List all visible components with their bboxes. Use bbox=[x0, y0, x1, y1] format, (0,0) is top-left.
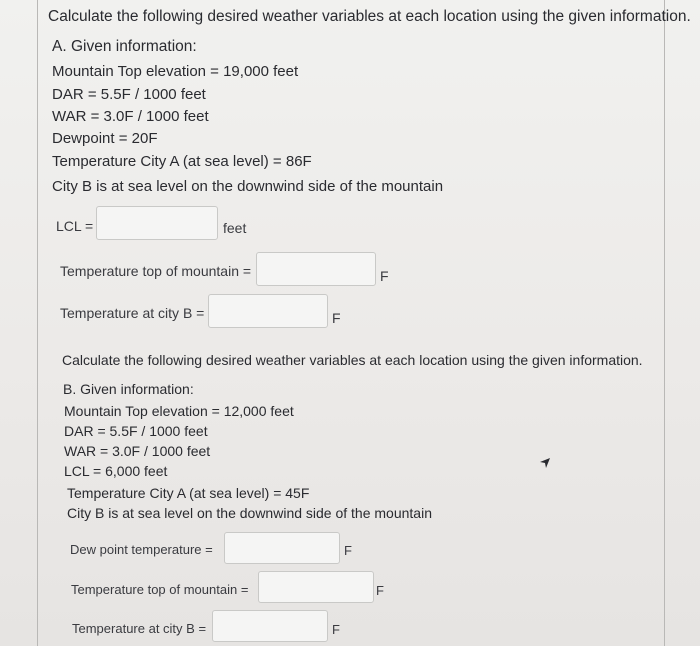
lcl-answer-field[interactable] bbox=[97, 207, 217, 239]
temp-top-mountain-label: Temperature top of mountain = bbox=[60, 263, 252, 279]
temp-top-mountain-unit: F bbox=[380, 268, 389, 284]
dew-point-input[interactable] bbox=[224, 532, 340, 564]
lcl-unit: feet bbox=[223, 220, 247, 236]
part-a-line: Mountain Top elevation = 19,000 feet bbox=[52, 63, 299, 80]
temp-city-b-b-unit: F bbox=[332, 622, 340, 637]
part-a-line: Dewpoint = 20F bbox=[52, 130, 158, 147]
temp-city-b-answer-field[interactable] bbox=[209, 295, 327, 327]
part-a-line: City B is at sea level on the downwind side of the mountain bbox=[52, 178, 444, 195]
mouse-pointer-icon bbox=[538, 456, 552, 470]
part-b-title: B. Given information: bbox=[63, 381, 194, 397]
dew-point-label: Dew point temperature = bbox=[70, 542, 213, 557]
part-a-line: DAR = 5.5F / 1000 feet bbox=[52, 86, 206, 103]
dew-point-answer-field[interactable] bbox=[225, 533, 339, 563]
temp-top-mountain-b-label: Temperature top of mountain = bbox=[71, 582, 249, 597]
temp-city-b-unit: F bbox=[332, 310, 341, 326]
part-b-line: LCL = 6,000 feet bbox=[64, 463, 168, 479]
temp-city-b-input[interactable] bbox=[208, 294, 328, 328]
temp-top-mountain-answer-field[interactable] bbox=[257, 253, 375, 285]
question-header: Calculate the following desired weather variables at each location using the given information. bbox=[48, 8, 691, 25]
part-a-line: WAR = 3.0F / 1000 feet bbox=[52, 108, 209, 125]
part-b-line: City B is at sea level on the downwind side of the mountain bbox=[67, 505, 432, 521]
part-b-line: DAR = 5.5F / 1000 feet bbox=[64, 423, 208, 439]
temp-city-b-label: Temperature at city B = bbox=[60, 305, 205, 321]
part-a-title: A. Given information: bbox=[52, 38, 197, 55]
left-border bbox=[37, 0, 38, 646]
right-border bbox=[664, 0, 665, 646]
temp-top-mountain-b-answer-field[interactable] bbox=[259, 572, 373, 602]
part-b-line: WAR = 3.0F / 1000 feet bbox=[64, 443, 211, 459]
part-a-line: Temperature City A (at sea level) = 86F bbox=[52, 153, 312, 170]
temp-city-b-b-answer-field[interactable] bbox=[213, 611, 327, 641]
part-b-line: Temperature City A (at sea level) = 45F bbox=[67, 485, 310, 501]
temp-top-mountain-b-unit: F bbox=[376, 583, 384, 598]
temp-top-mountain-input[interactable] bbox=[256, 252, 376, 286]
lcl-label: LCL = bbox=[56, 218, 94, 234]
temp-city-b-b-label: Temperature at city B = bbox=[72, 621, 207, 636]
question-header-b: Calculate the following desired weather variables at each location using the given information. bbox=[62, 352, 643, 368]
temp-top-mountain-b-input[interactable] bbox=[258, 571, 374, 603]
lcl-input[interactable] bbox=[96, 206, 218, 240]
part-b-line: Mountain Top elevation = 12,000 feet bbox=[64, 403, 294, 419]
temp-city-b-b-input[interactable] bbox=[212, 610, 328, 642]
dew-point-unit: F bbox=[344, 543, 352, 558]
